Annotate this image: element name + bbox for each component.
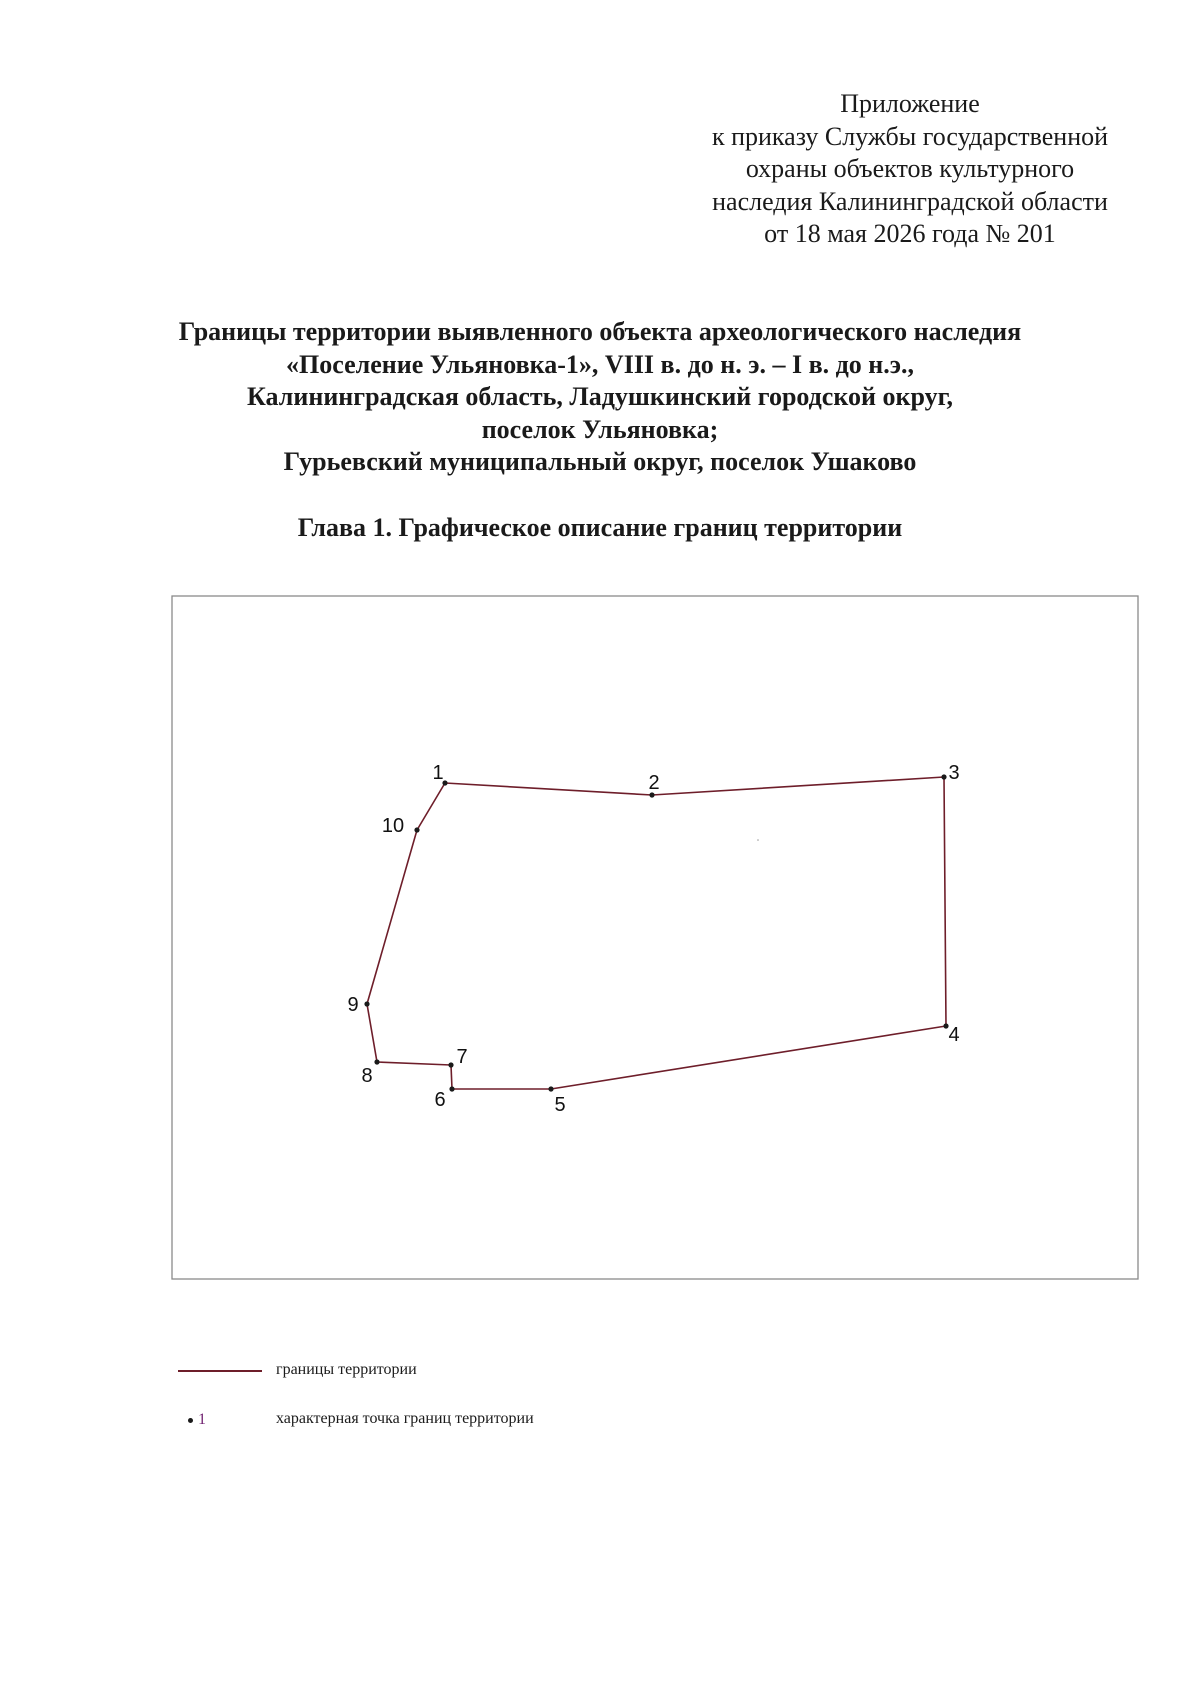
chapter-title: Глава 1. Графическое описание границ территории	[297, 513, 903, 542]
boundary-point-label: 7	[456, 1046, 468, 1068]
appendix-line: наследия Калининградской области	[712, 186, 1108, 216]
legend-boundary-line	[178, 1370, 262, 1372]
boundary-points	[347, 762, 959, 1116]
boundary-point	[448, 1062, 453, 1067]
boundary-point-label: 8	[361, 1065, 373, 1087]
legend-point	[178, 1408, 262, 1432]
boundary-point	[374, 1059, 379, 1064]
boundary-point-label: 4	[948, 1024, 960, 1046]
heading-line: поселок Ульяновка;	[481, 414, 719, 444]
boundary-point	[449, 1086, 454, 1091]
legend-point-label: характерная точка границ территории	[276, 1410, 534, 1427]
boundary-point-label: 3	[948, 762, 960, 784]
appendix-line: к приказу Службы государственной	[711, 121, 1109, 151]
map-speck	[757, 839, 759, 841]
boundary-point-label: 2	[648, 772, 660, 794]
appendix-line: охраны объектов культурного	[745, 154, 1075, 183]
boundary-point-label: 10	[381, 815, 405, 837]
boundary-point	[548, 1086, 553, 1091]
appendix-line: от 18 мая 2026 года № 201	[764, 219, 1056, 248]
map-frame	[172, 596, 1138, 1279]
legend-boundary-label: границы территории	[276, 1361, 417, 1378]
heading-line: Границы территории выявленного объекта археологического наследия	[178, 317, 1022, 346]
legend-point-sample	[178, 1411, 262, 1429]
territory-boundary	[367, 777, 946, 1089]
boundary-point-label: 6	[434, 1089, 446, 1111]
boundary-point-label: 5	[554, 1094, 566, 1116]
boundary-point	[414, 827, 419, 832]
legend-point-number: 1	[198, 1411, 206, 1428]
legend-point-dot	[188, 1418, 193, 1423]
boundary-point	[941, 774, 946, 779]
legend-boundary	[178, 1359, 262, 1383]
boundary-point	[364, 1001, 369, 1006]
heading-line: «Поселение Ульяновка-1», VIII в. до н. э. – I в. до н.э.,	[286, 349, 914, 379]
boundary-point-label: 9	[347, 994, 359, 1016]
appendix-line: Приложение	[840, 89, 980, 118]
heading-line: Калининградская область, Ладушкинский городской округ,	[247, 382, 953, 411]
heading-line: Гурьевский муниципальный округ, поселок Ушаково	[283, 447, 917, 476]
boundary-point-label: 1	[432, 762, 444, 784]
